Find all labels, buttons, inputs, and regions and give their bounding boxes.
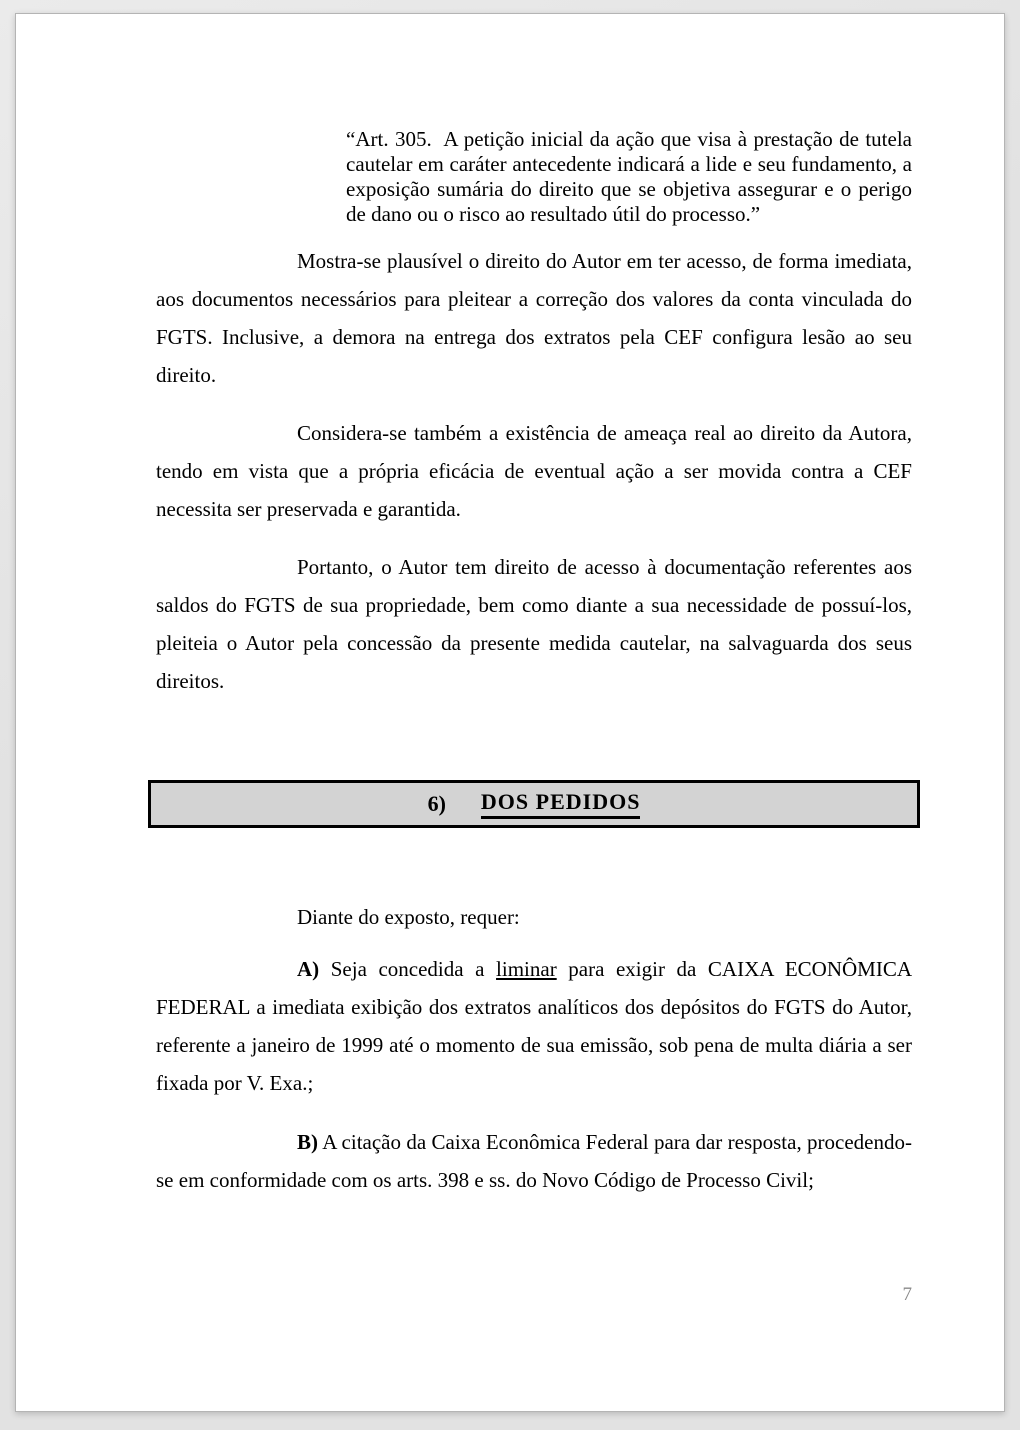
request-item-a-text-end: para exigir da CAIXA ECONÔMICA FEDERAL a imediata exibição dos extratos analíticos dos depósitos do FGTS do Autor, referente a janeiro de 1999 até o momento de sua emissão, sob pena de multa diária a ser fixada por V. Exa.; [156,957,912,1095]
section-heading-box [148,780,920,828]
section-title: DOS PEDIDOS [481,789,641,819]
paragraph-considera-se: Considera-se também a existência de ameaça real ao direito da Autora, tendo em vista que a própria eficácia de eventual ação a ser movida contra a CEF necessita ser preservada e garantida. [156,421,912,521]
requests-intro: Diante do exposto, requer: [297,905,520,929]
document-page [15,13,1005,1412]
section-number: 6) [427,791,446,816]
paragraph-plausivel: Mostra-se plausível o direito do Autor em ter acesso, de forma imediata, aos documentos necessários para pleitear a correção dos valores da conta vinculada do FGTS. Inclusive, a demora na entrega dos extratos pela CEF configura lesão ao seu direito. [156,249,912,387]
request-item-b-text: A citação da Caixa Econômica Federal para dar resposta, procedendo-se em conformidade com os arts. 398 e ss. do Novo Código de Processo Civil; [156,1130,912,1192]
request-item-a-label: A) [297,957,320,981]
request-item-a-text-start: Seja concedida a [319,957,497,981]
blockquote-art-305: “Art. 305. A petição inicial da ação que visa à prestação de tutela cautelar em caráter antecedente indicará a lide e seu fundamento, a exposição sumária do direito que se objetiva assegurar e o perigo de dano ou o risco ao resultado útil do processo.” [346,127,912,226]
page-number: 7 [902,1284,912,1305]
request-item-b [156,1123,912,1199]
request-item-a-underlined-word: liminar [496,957,557,981]
paragraph-portanto: Portanto, o Autor tem direito de acesso à documentação referentes aos saldos do FGTS de sua propriedade, bem como diante a sua necessidade de possuí-los, pleiteia o Autor pela concessão da presente medida cautelar, na salvaguarda dos seus direitos. [156,555,912,693]
request-item-a [156,950,912,1102]
request-item-b-label: B) [297,1130,318,1154]
